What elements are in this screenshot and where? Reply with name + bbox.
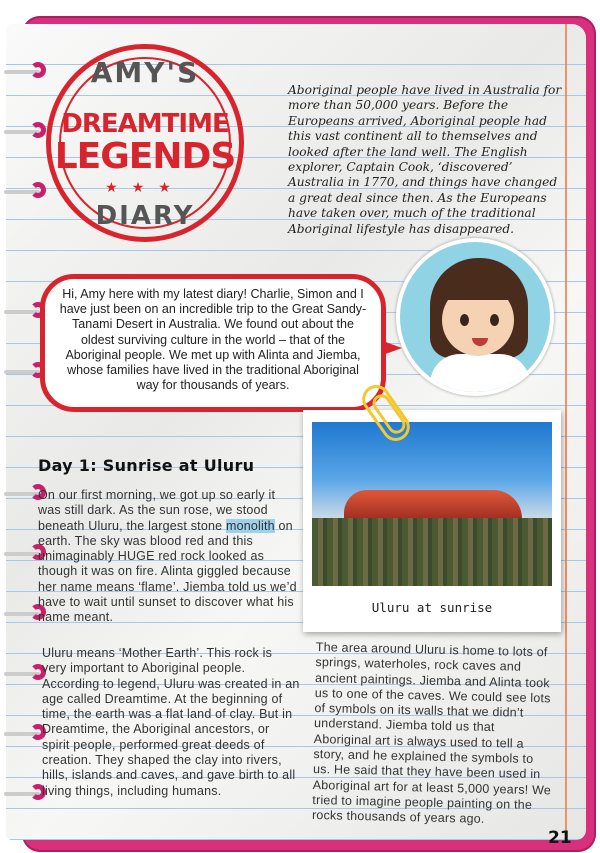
paragraph-caves: The area around Uluru is home to lots of springs, waterholes, rock caves and ancient paintings. Jiemba and Alinta took us to one of the caves. We could see lots of symbols on its walls that we didn’t understand. Jiemba told us that Aboriginal art is always used to tell a story, and he explained the symbols to us. He said that they have been used in Aboriginal art for at least 5,000 years! We tried to imagine people painting on the rocks thousands of years ago. [311, 640, 552, 827]
amy-avatar [396, 238, 554, 396]
avatar-shirt [430, 354, 530, 396]
uluru-photo [312, 422, 552, 586]
logo-bottom-text: DIARY [95, 201, 195, 231]
logo-line1: DREAMTIME [61, 109, 229, 139]
logo-title [51, 109, 239, 175]
logo-line2: LEGENDS [54, 136, 236, 177]
photo-polaroid [303, 410, 561, 632]
highlighted-word: monolith [225, 518, 275, 533]
diary-logo-stamp [46, 44, 244, 242]
logo-top-text: AMY'S [90, 56, 200, 89]
ring-icon [30, 122, 46, 138]
avatar-bangs [438, 266, 520, 300]
photo-caption: Uluru at sunrise [371, 600, 493, 615]
desert-scrub [312, 518, 552, 586]
star-icons: ★★★ [105, 180, 185, 196]
avatar-eye [460, 314, 469, 326]
page-number: 21 [548, 828, 572, 848]
paragraph-text: On our first morning, we got up so early it was still dark. As the sun rose, we stood beneath Uluru, the largest stone [38, 488, 276, 533]
avatar-eye [490, 314, 499, 326]
ring-icon [30, 62, 46, 78]
ring-icon [30, 182, 46, 198]
intro-text: Aboriginal people have lived in Australia for more than 50,000 years. Before the Europeans arrived, Aboriginal people had this vast continent all to themselves and looked after the land well. The English explorer, Captain Cook, ‘discovered’ Australia in 1770, and things have changed a great deal since then. As the Europeans have taken over, much of the traditional Aboriginal lifestyle has disappeared. [288, 83, 562, 236]
paragraph-sunrise [38, 488, 300, 626]
day-heading: Day 1: Sunrise at Uluru [38, 456, 255, 475]
paragraph-dreamtime: Uluru means ‘Mother Earth’. This rock is very important to Aboriginal people. According to legend, Uluru was created in an age called Dreamtime. At the beginning of time, the earth was a flat land of clay. But in Dreamtime, the Aboriginal ancestors, or spirit people, performed great deeds of creation. They shaped the clay into rivers, hills, islands and caves, and gave birth to all living things, including humans. [42, 646, 300, 798]
speech-bubble: Hi, Amy here with my latest diary! Charlie, Simon and I have just been on an incredible trip to the Great Sandy-Tanami Desert in Australia. We found out about the oldest surviving culture in the world – that of the Aboriginal people. We met up with Alinta and Jiemba, whose families have lived in the traditional Aboriginal way for thousands of years. [40, 274, 386, 412]
paragraph-text: on earth. The sky was blood red and this unimaginably HUGE red rock looked as though it was on fire. Alinta giggled because her name means ‘flame’. Jiemba told us we’d have to wait until sunset to discover what his name meant. [38, 518, 297, 625]
